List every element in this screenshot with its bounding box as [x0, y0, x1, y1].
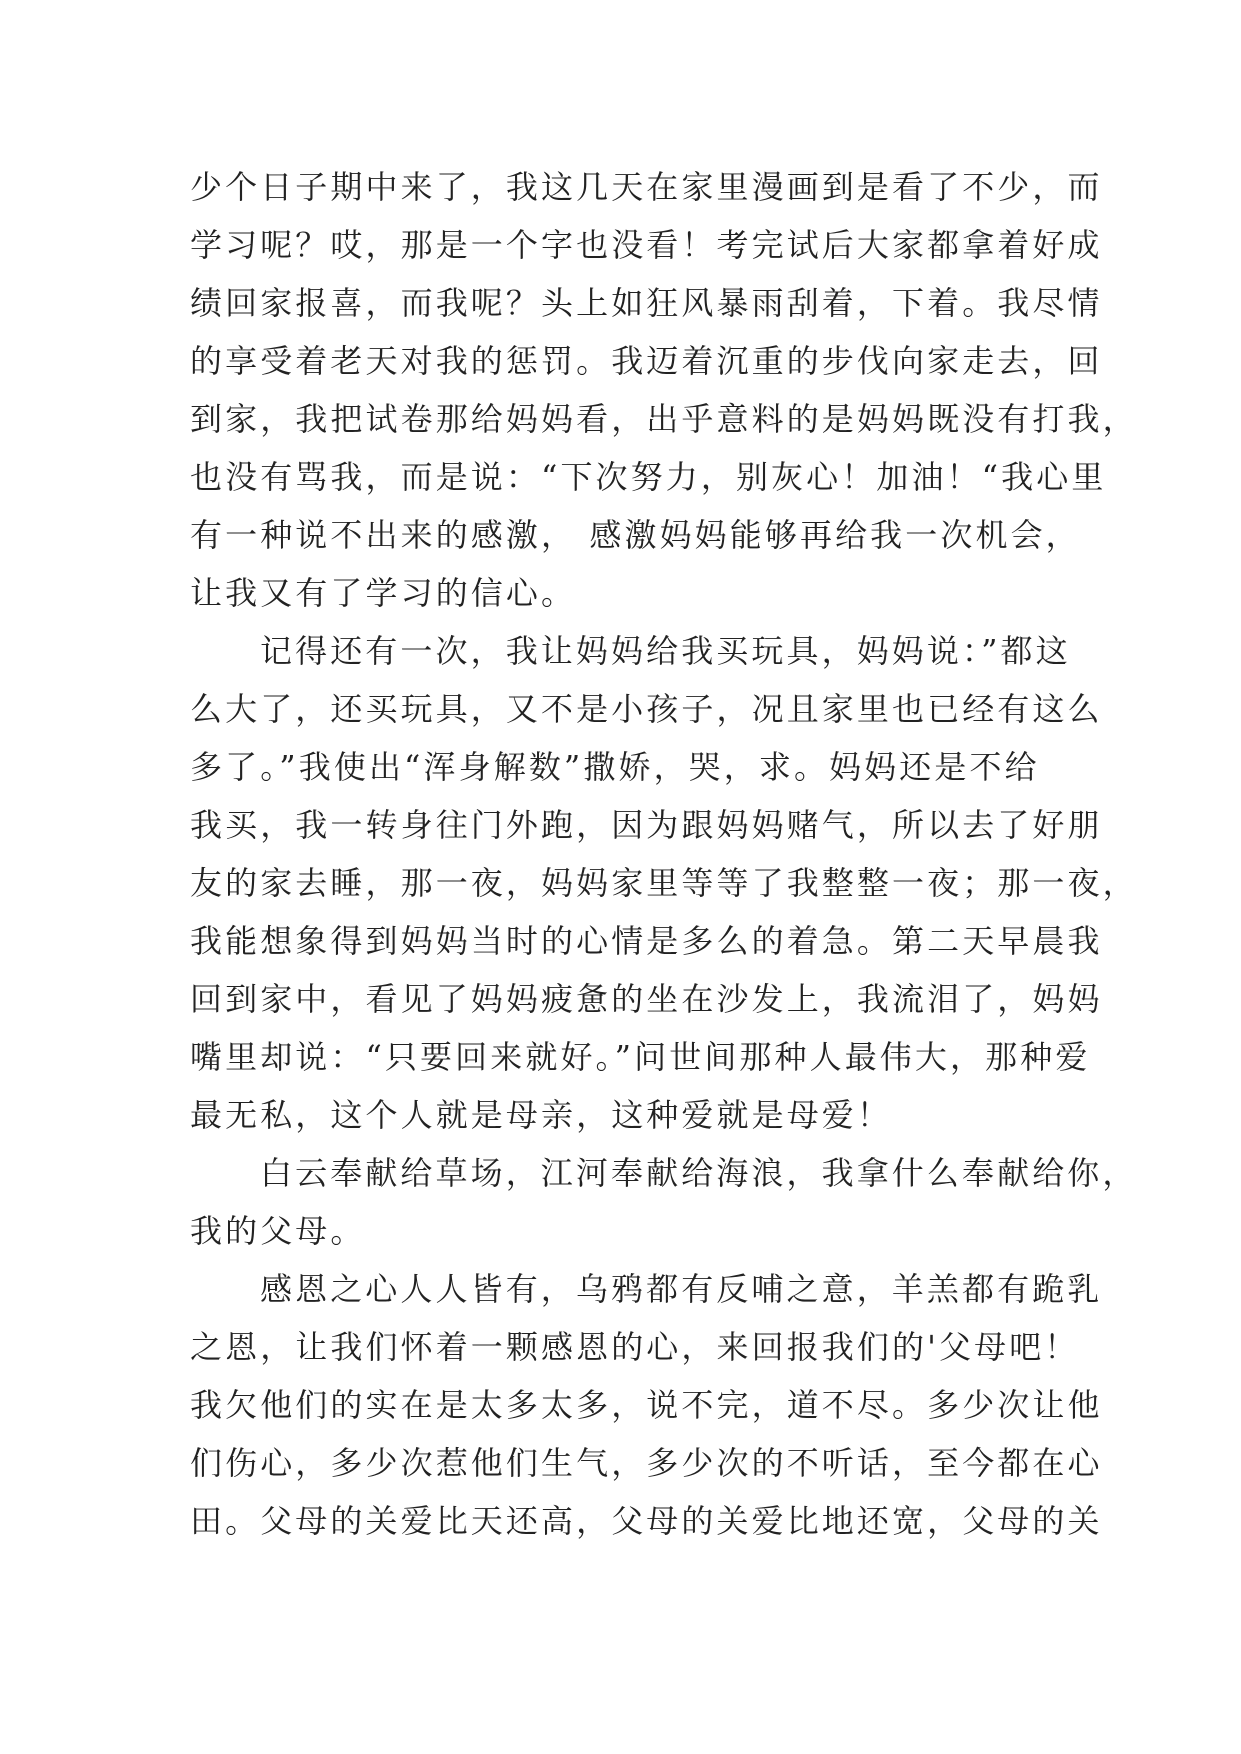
- text-line: 们伤心，多少次惹他们生气，多少次的不听话，至今都在心: [190, 1444, 1103, 1482]
- text-line: 感恩之心人人皆有，乌鸦都有反哺之意，羊羔都有跪乳: [260, 1270, 1103, 1308]
- text-line: 我能想象得到妈妈当时的心情是多么的着急。第二天早晨我: [190, 922, 1103, 960]
- text-line: 我欠他们的实在是太多太多，说不完，道不尽。多少次让他: [190, 1386, 1103, 1424]
- text-line: 让我又有了学习的信心。: [190, 574, 577, 612]
- text-line: 嘴里却说：“只要回来就好。”问世间那种人最伟大，那种爱: [190, 1038, 1091, 1076]
- text-line: 田。父母的关爱比天还高，父母的关爱比地还宽，父母的关: [190, 1502, 1103, 1540]
- text-line: 回到家中，看见了妈妈疲惫的坐在沙发上，我流泪了，妈妈: [190, 980, 1103, 1018]
- document-body: [190, 158, 1138, 1550]
- text-line: 少个日子期中来了，我这几天在家里漫画到是看了不少，而: [190, 168, 1103, 206]
- text-line: 记得还有一次，我让妈妈给我买玩具，妈妈说：”都这: [260, 632, 1071, 670]
- text-line: 也没有骂我，而是说：“下次努力，别灰心！加油！“我心里: [190, 458, 1107, 496]
- text-line: 么大了，还买玩具，又不是小孩子，况且家里也已经有这么: [190, 690, 1103, 728]
- text-line: 到家，我把试卷那给妈妈看，出乎意料的是妈妈既没有打我，: [190, 400, 1138, 438]
- text-line: 之恩，让我们怀着一颗感恩的心，来回报我们的'父母吧！: [190, 1328, 1080, 1366]
- text-line: 我的父母。: [190, 1212, 366, 1250]
- text-line: 学习呢？哎，那是一个字也没看！考完试后大家都拿着好成: [190, 226, 1103, 264]
- text-line: 我买，我一转身往门外跑，因为跟妈妈赌气，所以去了好朋: [190, 806, 1103, 844]
- text-line: 绩回家报喜，而我呢？头上如狂风暴雨刮着，下着。我尽情: [190, 284, 1103, 322]
- text-line: 的享受着老天对我的惩罚。我迈着沉重的步伐向家走去，回: [190, 342, 1103, 380]
- text-line: 多了。”我使出“浑身解数”撒娇，哭，求。妈妈还是不给: [190, 748, 1040, 786]
- text-line: 有一种说不出来的感激， 感激妈妈能够再给我一次机会，: [190, 516, 1081, 554]
- text-line: 白云奉献给草场，江河奉献给海浪，我拿什么奉献给你，: [260, 1154, 1138, 1192]
- text-line: 友的家去睡，那一夜，妈妈家里等等了我整整一夜；那一夜，: [190, 864, 1138, 902]
- text-line: 最无私，这个人就是母亲，这种爱就是母爱！: [190, 1096, 893, 1134]
